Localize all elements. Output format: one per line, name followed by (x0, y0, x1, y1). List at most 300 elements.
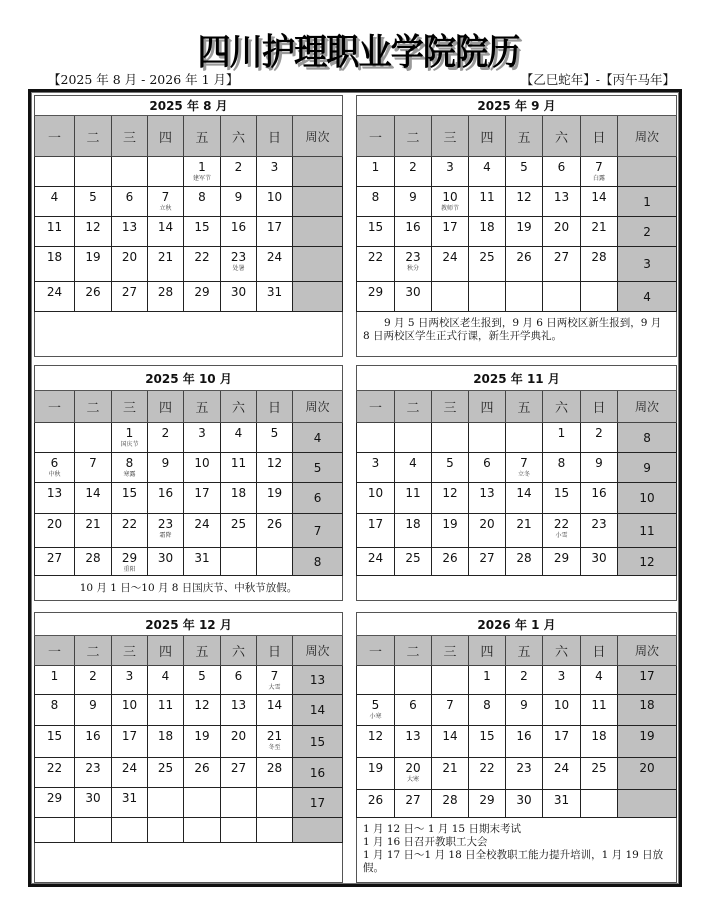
day-number: 22 (479, 761, 495, 775)
week-row (35, 695, 343, 726)
day-cell (395, 666, 432, 695)
week-number-cell: 4 (618, 282, 677, 312)
day-cell (432, 282, 469, 312)
day-number: 12 (442, 486, 458, 500)
day-number: 29 (367, 285, 384, 299)
day-number: 10 (194, 456, 210, 470)
day-number: 15 (121, 486, 138, 500)
day-cell (75, 217, 112, 247)
day-cell (221, 788, 257, 818)
month-title: 2025 年 11 月 (357, 366, 677, 391)
day-cell (184, 247, 221, 282)
week-number-header: 周次 (293, 391, 343, 423)
day-number: 4 (50, 190, 59, 204)
day-number: 15 (46, 729, 63, 743)
day-cell (257, 726, 293, 758)
day-cell (35, 157, 75, 187)
weekday-fri: 五 (506, 116, 543, 157)
day-cell (148, 726, 184, 758)
day-cell (469, 483, 506, 514)
day-number: 4 (161, 669, 170, 683)
day-number: 14 (591, 190, 607, 204)
day-cell (543, 187, 581, 217)
week-number-cell (293, 247, 343, 282)
week-number-cell (293, 217, 343, 247)
month-note (35, 843, 343, 883)
week-row (35, 726, 343, 758)
day-number: 10 (367, 486, 384, 500)
day-cell (506, 758, 543, 790)
day-number: 17 (194, 486, 210, 500)
week-row (35, 423, 343, 453)
day-number: 25 (157, 761, 174, 775)
day-number: 26 (85, 285, 101, 299)
weekday-fri: 五 (184, 391, 221, 423)
day-cell (543, 726, 581, 758)
week-number-cell: 8 (618, 423, 677, 453)
day-number: 10 (266, 190, 283, 204)
day-number: 14 (266, 698, 283, 712)
day-cell (257, 453, 293, 483)
day-number: 20 (46, 517, 63, 531)
day-number: 29 (121, 551, 138, 565)
day-number: 9 (234, 190, 243, 204)
day-number: 20 (121, 250, 138, 264)
month-table (34, 612, 343, 883)
day-number: 22 (194, 250, 210, 264)
day-number: 17 (121, 729, 138, 743)
week-row (357, 483, 677, 514)
day-number: 8 (557, 456, 566, 470)
day-number: 15 (194, 220, 210, 234)
week-row (35, 788, 343, 818)
day-cell (432, 423, 469, 453)
day-cell (581, 514, 618, 548)
day-cell (221, 187, 257, 217)
day-cell (357, 217, 395, 247)
month-title: 2025 年 8 月 (35, 96, 343, 116)
day-cell (75, 695, 112, 726)
solar-term-label: 白露 (592, 175, 605, 182)
week-row (35, 758, 343, 788)
day-cell (581, 217, 618, 247)
day-number: 5 (520, 160, 528, 174)
day-number: 1 (371, 160, 380, 174)
day-cell (469, 726, 506, 758)
weekday-header (35, 116, 343, 157)
month-note (357, 576, 677, 601)
day-cell (221, 423, 257, 453)
day-number: 18 (591, 729, 607, 743)
day-number: 23 (516, 761, 532, 775)
day-number: 10 (553, 698, 570, 712)
note-line: 1 月 12 日～ 1 月 15 日期末考试 (363, 823, 521, 835)
day-number: 14 (157, 220, 174, 234)
day-cell (112, 548, 148, 576)
day-cell (357, 695, 395, 726)
day-cell (469, 695, 506, 726)
solar-term-label: 小雪 (555, 532, 568, 539)
day-number: 30 (230, 285, 247, 299)
weekday-sat: 六 (221, 391, 257, 423)
day-cell (221, 217, 257, 247)
day-number: 21 (157, 250, 174, 264)
weekday-sat: 六 (543, 116, 581, 157)
day-cell (506, 247, 543, 282)
day-number: 21 (442, 761, 458, 775)
day-number: 13 (553, 190, 570, 204)
weekday-thu: 四 (469, 636, 506, 666)
day-cell (221, 453, 257, 483)
day-cell (112, 453, 148, 483)
weekday-mon: 一 (35, 391, 75, 423)
day-cell (432, 217, 469, 247)
day-cell (257, 818, 293, 843)
day-cell (395, 483, 432, 514)
day-number: 30 (591, 551, 607, 565)
day-cell (506, 157, 543, 187)
day-number: 11 (230, 456, 247, 470)
day-cell (257, 483, 293, 514)
day-number: 31 (553, 793, 570, 807)
day-cell (35, 514, 75, 548)
day-cell (184, 187, 221, 217)
day-number: 20 (479, 517, 495, 531)
week-number-cell (618, 790, 677, 818)
day-cell (75, 548, 112, 576)
day-cell (395, 790, 432, 818)
solar-term-label: 大寒 (406, 776, 419, 783)
note-line: 10 月 1 日～10 月 8 日国庆节、中秋节放假。 (79, 581, 298, 594)
solar-term-label: 秋分 (406, 265, 419, 272)
day-number: 7 (161, 190, 170, 204)
day-number: 24 (46, 285, 63, 299)
day-number: 3 (198, 426, 206, 440)
week-row (357, 247, 677, 282)
weekday-header (35, 391, 343, 423)
day-cell (75, 247, 112, 282)
day-number: 9 (520, 698, 528, 712)
day-cell (112, 282, 148, 312)
day-cell (543, 548, 581, 576)
day-number: 1 (198, 160, 206, 174)
day-number: 29 (553, 551, 570, 565)
day-cell (148, 453, 184, 483)
day-cell (75, 514, 112, 548)
day-number: 28 (85, 551, 101, 565)
day-cell (543, 666, 581, 695)
day-cell (257, 758, 293, 788)
week-number-header: 周次 (293, 116, 343, 157)
day-cell (469, 666, 506, 695)
day-cell (395, 514, 432, 548)
day-cell (543, 514, 581, 548)
day-number: 17 (266, 220, 283, 234)
day-number: 31 (194, 551, 210, 565)
day-number: 10 (442, 190, 458, 204)
page-title: 四川护理职业学院院历 (197, 32, 520, 73)
day-number: 19 (442, 517, 458, 531)
day-number: 3 (557, 669, 566, 683)
day-number: 16 (157, 486, 174, 500)
day-cell (148, 695, 184, 726)
day-cell (221, 483, 257, 514)
day-number: 9 (161, 456, 170, 470)
week-row (357, 514, 677, 548)
day-cell (469, 247, 506, 282)
week-number-cell (293, 282, 343, 312)
day-number: 29 (194, 285, 210, 299)
day-cell (35, 453, 75, 483)
day-cell (257, 548, 293, 576)
date-range: 【2025 年 8 月 - 2026 年 1 月】 (48, 72, 239, 87)
day-cell (257, 157, 293, 187)
week-number-cell: 19 (618, 726, 677, 758)
day-cell (184, 217, 221, 247)
week-row (35, 157, 343, 187)
day-number: 13 (46, 486, 63, 500)
day-number: 19 (367, 761, 384, 775)
week-number-cell: 3 (618, 247, 677, 282)
day-cell (257, 695, 293, 726)
day-cell (221, 818, 257, 843)
weekday-sun: 日 (257, 636, 293, 666)
day-cell (432, 726, 469, 758)
day-number: 6 (234, 669, 243, 683)
day-cell (184, 548, 221, 576)
month-table (356, 95, 677, 357)
day-number: 19 (85, 250, 101, 264)
week-row (35, 514, 343, 548)
day-cell (469, 514, 506, 548)
month-title: 2025 年 12 月 (35, 613, 343, 636)
weekday-mon: 一 (357, 116, 395, 157)
weekday-tue: 二 (75, 391, 112, 423)
day-number: 3 (371, 456, 380, 470)
week-row (35, 666, 343, 695)
day-cell (221, 758, 257, 788)
week-row (357, 157, 677, 187)
day-number: 6 (50, 456, 59, 470)
solar-term-label: 小寒 (369, 713, 382, 720)
day-number: 6 (557, 160, 566, 174)
day-number: 21 (591, 220, 607, 234)
day-number: 11 (479, 190, 495, 204)
day-cell (75, 423, 112, 453)
day-number: 12 (85, 220, 101, 234)
week-number-cell: 10 (618, 483, 677, 514)
day-cell (35, 483, 75, 514)
day-number: 15 (479, 729, 495, 743)
day-cell (257, 423, 293, 453)
day-cell (357, 483, 395, 514)
day-number: 9 (595, 456, 603, 470)
day-number: 22 (121, 517, 138, 531)
day-cell (184, 666, 221, 695)
day-cell (357, 282, 395, 312)
week-number-cell (293, 187, 343, 217)
day-cell (75, 788, 112, 818)
day-cell (432, 758, 469, 790)
day-number: 20 (230, 729, 247, 743)
day-cell (469, 548, 506, 576)
day-number: 15 (553, 486, 570, 500)
day-cell (35, 282, 75, 312)
day-cell (357, 758, 395, 790)
weekday-header (357, 391, 677, 423)
day-cell (543, 483, 581, 514)
day-cell (184, 157, 221, 187)
day-cell (112, 217, 148, 247)
day-cell (184, 726, 221, 758)
day-cell (148, 758, 184, 788)
day-number: 30 (85, 791, 101, 805)
weekday-header (357, 116, 677, 157)
day-number: 16 (516, 729, 532, 743)
day-cell (75, 187, 112, 217)
day-cell (357, 666, 395, 695)
day-number: 25 (405, 551, 421, 565)
day-cell (543, 790, 581, 818)
day-number: 21 (266, 729, 283, 743)
week-number-header: 周次 (618, 116, 677, 157)
day-number: 13 (121, 220, 138, 234)
day-cell (357, 187, 395, 217)
note-line: 9 月 5 日两校区老生报到，9 月 6 日两校区新生报到，9 月 8 日两校区学生正式行课，新生开学典礼。 (363, 317, 662, 342)
day-cell (395, 758, 432, 790)
day-number: 5 (270, 426, 279, 440)
week-number-cell: 18 (618, 695, 677, 726)
day-cell (581, 548, 618, 576)
day-number: 16 (591, 486, 607, 500)
month-note (35, 312, 343, 357)
day-cell (75, 157, 112, 187)
day-number: 17 (442, 220, 458, 234)
day-number: 25 (230, 517, 247, 531)
week-number-cell: 7 (293, 514, 343, 548)
day-cell (184, 423, 221, 453)
day-cell (506, 514, 543, 548)
day-cell (543, 695, 581, 726)
day-cell (75, 726, 112, 758)
day-cell (257, 217, 293, 247)
day-cell (581, 758, 618, 790)
month-note (357, 818, 677, 883)
day-number: 11 (405, 486, 421, 500)
solar-term-label: 冬至 (268, 744, 281, 751)
day-number: 24 (442, 250, 458, 264)
day-cell (432, 695, 469, 726)
month-note (35, 576, 343, 601)
day-cell (581, 453, 618, 483)
week-number-cell: 20 (618, 758, 677, 790)
day-cell (112, 758, 148, 788)
day-number: 5 (371, 698, 380, 712)
day-cell (35, 187, 75, 217)
day-number: 12 (516, 190, 532, 204)
day-number: 12 (367, 729, 384, 743)
day-number: 13 (405, 729, 421, 743)
day-number: 26 (442, 551, 458, 565)
day-number: 4 (483, 160, 491, 174)
day-number: 23 (405, 250, 421, 264)
solar-term-label: 处暑 (232, 265, 245, 272)
day-number: 27 (479, 551, 495, 565)
day-cell (432, 483, 469, 514)
day-cell (357, 157, 395, 187)
month-note (357, 312, 677, 357)
day-cell (221, 514, 257, 548)
week-row (35, 217, 343, 247)
day-number: 24 (121, 761, 138, 775)
day-cell (506, 282, 543, 312)
day-cell (257, 247, 293, 282)
day-cell (432, 790, 469, 818)
day-cell (506, 483, 543, 514)
weekday-sat: 六 (543, 391, 581, 423)
day-cell (148, 247, 184, 282)
week-row (357, 666, 677, 695)
day-number: 19 (266, 486, 283, 500)
week-number-cell: 17 (293, 788, 343, 818)
day-cell (581, 247, 618, 282)
day-number: 1 (50, 669, 59, 683)
weekday-tue: 二 (395, 391, 432, 423)
day-cell (184, 514, 221, 548)
month-title: 2025 年 10 月 (35, 366, 343, 391)
day-cell (184, 483, 221, 514)
weekday-sun: 日 (257, 116, 293, 157)
day-cell (35, 695, 75, 726)
day-cell (35, 818, 75, 843)
day-number: 21 (516, 517, 532, 531)
day-cell (112, 187, 148, 217)
day-cell (395, 217, 432, 247)
day-cell (395, 282, 432, 312)
day-cell (432, 548, 469, 576)
day-number: 12 (266, 456, 283, 470)
day-cell (581, 187, 618, 217)
week-row (35, 247, 343, 282)
weekday-sun: 日 (581, 116, 618, 157)
day-number: 9 (409, 190, 417, 204)
week-number-cell: 15 (293, 726, 343, 758)
day-cell (432, 514, 469, 548)
day-cell (395, 548, 432, 576)
weekday-thu: 四 (469, 391, 506, 423)
month-title: 2026 年 1 月 (357, 613, 677, 636)
day-number: 3 (270, 160, 279, 174)
day-number: 25 (591, 761, 607, 775)
day-number: 1 (557, 426, 566, 440)
day-cell (112, 157, 148, 187)
zodiac-years: 【乙巳蛇年】-【丙午马年】 (520, 72, 675, 87)
day-cell (75, 483, 112, 514)
day-cell (581, 282, 618, 312)
weekday-wed: 三 (432, 636, 469, 666)
day-number: 12 (194, 698, 210, 712)
day-cell (148, 548, 184, 576)
day-number: 1 (125, 426, 134, 440)
day-number: 29 (479, 793, 495, 807)
day-number: 6 (483, 456, 491, 470)
day-number: 2 (234, 160, 243, 174)
week-number-cell (293, 818, 343, 843)
day-cell (543, 247, 581, 282)
week-row (357, 423, 677, 453)
day-number: 2 (595, 426, 603, 440)
week-number-cell: 9 (618, 453, 677, 483)
